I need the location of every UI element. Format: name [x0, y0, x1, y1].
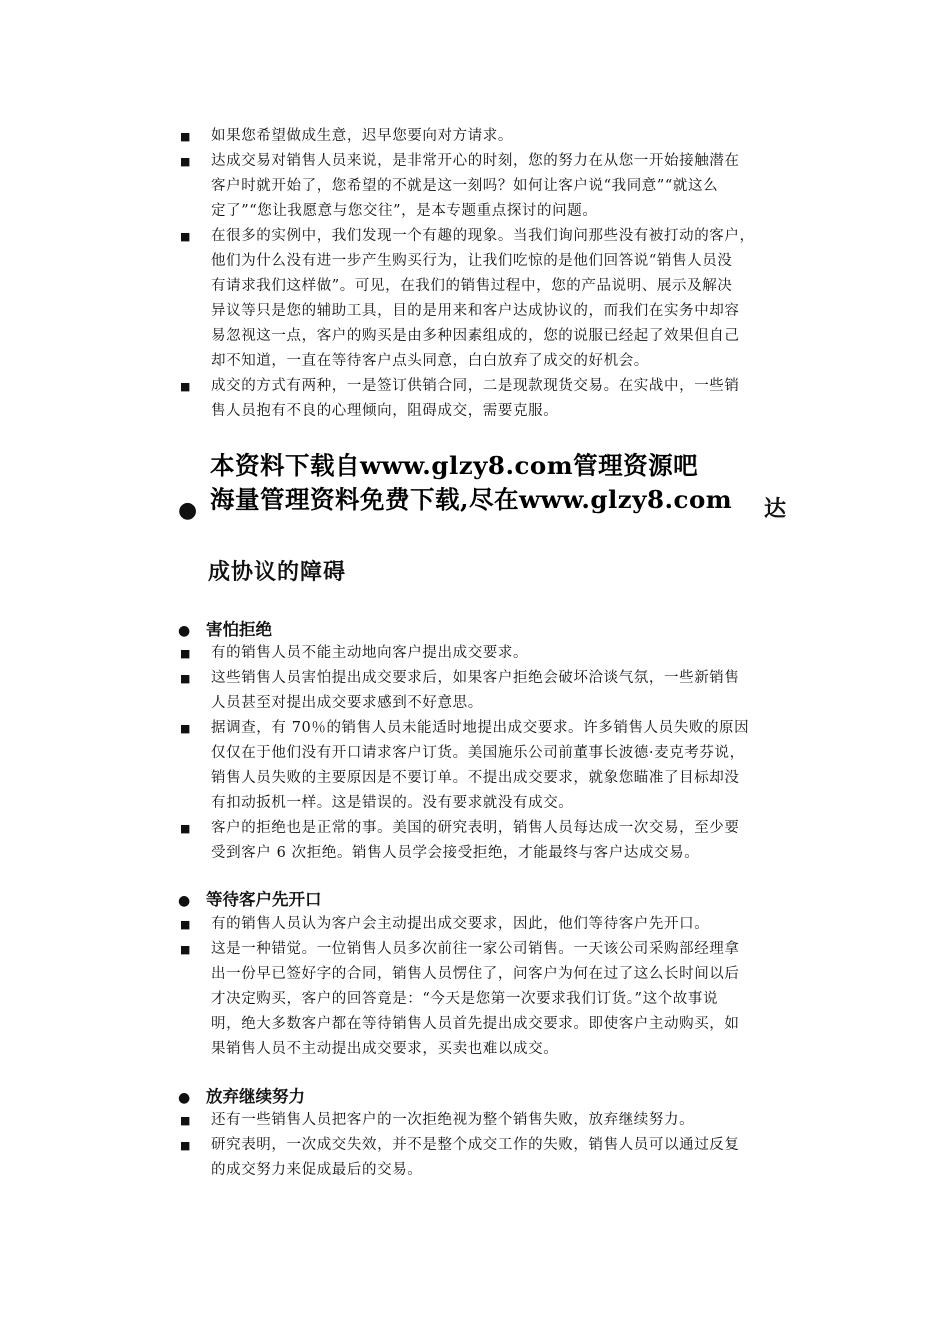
- square-bullet: ■: [180, 647, 191, 660]
- heading-fragment: 达: [764, 496, 787, 522]
- text-line: 客户时就开始了，您希望的不就是这一刻吗？如何让客户说“我同意”“就这么: [211, 178, 719, 194]
- bullet-dot: ●: [178, 623, 191, 639]
- bullet-dot: ●: [178, 1090, 191, 1106]
- square-bullet: ■: [180, 943, 191, 956]
- text-line: 研究表明，一次成交失效，并不是整个成交工作的失败，销售人员可以通过反复: [211, 1137, 740, 1153]
- square-bullet: ■: [180, 155, 191, 168]
- section-heading: 成协议的障碍: [208, 559, 347, 585]
- section-title-text: 等待客户先开口: [206, 890, 322, 909]
- watermark-line-1: 本资料下载自www.glzy8.com管理资源吧: [210, 451, 699, 480]
- text-line: 明，绝大多数客户都在等待销售人员首先提出成交要求。即使客户主动购买，如: [211, 1016, 740, 1032]
- square-bullet: ■: [180, 672, 191, 685]
- section-title-giving-up: [178, 1085, 305, 1110]
- watermark-line-2: 海量管理资料免费下载,尽在www.glzy8.com: [210, 485, 733, 514]
- list-item: [178, 816, 818, 866]
- square-bullet: ■: [180, 1139, 191, 1152]
- square-bullet: ■: [180, 130, 191, 143]
- text-line: 的成交努力来促成最后的交易。: [211, 1162, 423, 1178]
- list-item: [178, 666, 818, 716]
- square-bullet: ■: [180, 918, 191, 931]
- list-item: [178, 224, 818, 374]
- text-line: 如果您希望做成生意，迟早您要向对方请求。: [211, 128, 513, 144]
- text-line: 他们为什么没有进一步产生购买行为，让我们吃惊的是他们回答说“销售人员没: [211, 253, 733, 269]
- square-bullet: ■: [180, 1114, 191, 1127]
- list-item: [178, 716, 818, 816]
- text-line: 易忽视这一点，客户的购买是由多种因素组成的，您的说服已经起了效果但自己: [211, 328, 740, 344]
- section-list-giving-up: [178, 1108, 818, 1183]
- list-item: [178, 912, 818, 937]
- list-item: [178, 149, 818, 224]
- list-item: [178, 374, 818, 424]
- text-line: 有的销售人员不能主动地向客户提出成交要求。: [211, 645, 529, 661]
- text-line: 受到客户 6 次拒绝。销售人员学会接受拒绝，才能最终与客户达成交易。: [211, 845, 700, 861]
- text-line: 才决定购买，客户的回答竟是：“今天是您第一次要求我们订货。”这个故事说: [211, 991, 719, 1007]
- list-item: [178, 1133, 818, 1183]
- text-line: 异议等只是您的辅助工具，目的是用来和客户达成协议的，而我们在实务中却容: [211, 303, 740, 319]
- heading-bullet-dot: ●: [178, 498, 198, 523]
- text-line: 这是一种错觉。一位销售人员多次前往一家公司销售。一天该公司采购部经理拿: [211, 941, 740, 957]
- text-line: 人员甚至对提出成交要求感到不好意思。: [211, 695, 483, 711]
- section-title-text: 害怕拒绝: [206, 620, 272, 639]
- square-bullet: ■: [180, 822, 191, 835]
- text-line: 有扣动扳机一样。这是错误的。没有要求就没有成交。: [211, 795, 574, 811]
- section-title-fear-of-rejection: [178, 618, 272, 643]
- text-line: 果销售人员不主动提出成交要求，买卖也难以成交。: [211, 1041, 559, 1057]
- text-line: 却不知道，一直在等待客户点头同意，白白放弃了成交的好机会。: [211, 353, 649, 369]
- square-bullet: ■: [180, 230, 191, 243]
- bullet-dot: ●: [178, 893, 191, 909]
- text-line: 成交的方式有两种，一是签订供销合同，二是现款现货交易。在实战中，一些销: [211, 378, 740, 394]
- text-line: 定了”“您让我愿意与您交往”，是本专题重点探讨的问题。: [211, 203, 598, 219]
- intro-list: [178, 124, 818, 424]
- text-line: 出一份早已签好字的合同，销售人员愣住了，问客户为何在过了这么长时间以后: [211, 966, 740, 982]
- list-item: [178, 1108, 818, 1133]
- text-line: 这些销售人员害怕提出成交要求后，如果客户拒绝会破坏洽谈气氛，一些新销售: [211, 670, 740, 686]
- text-line: 客户的拒绝也是正常的事。美国的研究表明，销售人员每达成一次交易，至少要: [211, 820, 740, 836]
- text-line: 销售人员失败的主要原因是不要订单。不提出成交要求，就象您瞄准了目标却没: [211, 770, 740, 786]
- square-bullet: ■: [180, 380, 191, 393]
- text-line: 在很多的实例中，我们发现一个有趣的现象。当我们询问那些没有被打动的客户，: [211, 228, 755, 244]
- section-list-fear-of-rejection: [178, 641, 818, 866]
- section-title-text: 放弃继续努力: [206, 1087, 305, 1106]
- list-item: [178, 124, 818, 149]
- square-bullet: ■: [180, 722, 191, 735]
- text-line: 有的销售人员认为客户会主动提出成交要求，因此，他们等待客户先开口。: [211, 916, 710, 932]
- text-line: 仅仅在于他们没有开口请求客户订货。美国施乐公司前董事长波德·麦克考芬说，: [211, 745, 745, 761]
- list-item: [178, 641, 818, 666]
- text-line: 还有一些销售人员把客户的一次拒绝视为整个销售失败，放弃继续努力。: [211, 1112, 695, 1128]
- section-list-waiting-for-customer: [178, 912, 818, 1062]
- text-line: 有请求我们这样做”。可见，在我们的销售过程中，您的产品说明、展示及解决: [211, 278, 733, 294]
- text-line: 据调查，有 70％的销售人员未能适时地提出成交要求。许多销售人员失败的原因: [211, 720, 750, 736]
- list-item: [178, 937, 818, 1062]
- text-line: 达成交易对销售人员来说，是非常开心的时刻，您的努力在从您一开始接触潜在: [211, 153, 740, 169]
- text-line: 售人员抱有不良的心理倾向，阻碍成交，需要克服。: [211, 403, 559, 419]
- section-title-waiting-for-customer: [178, 888, 322, 913]
